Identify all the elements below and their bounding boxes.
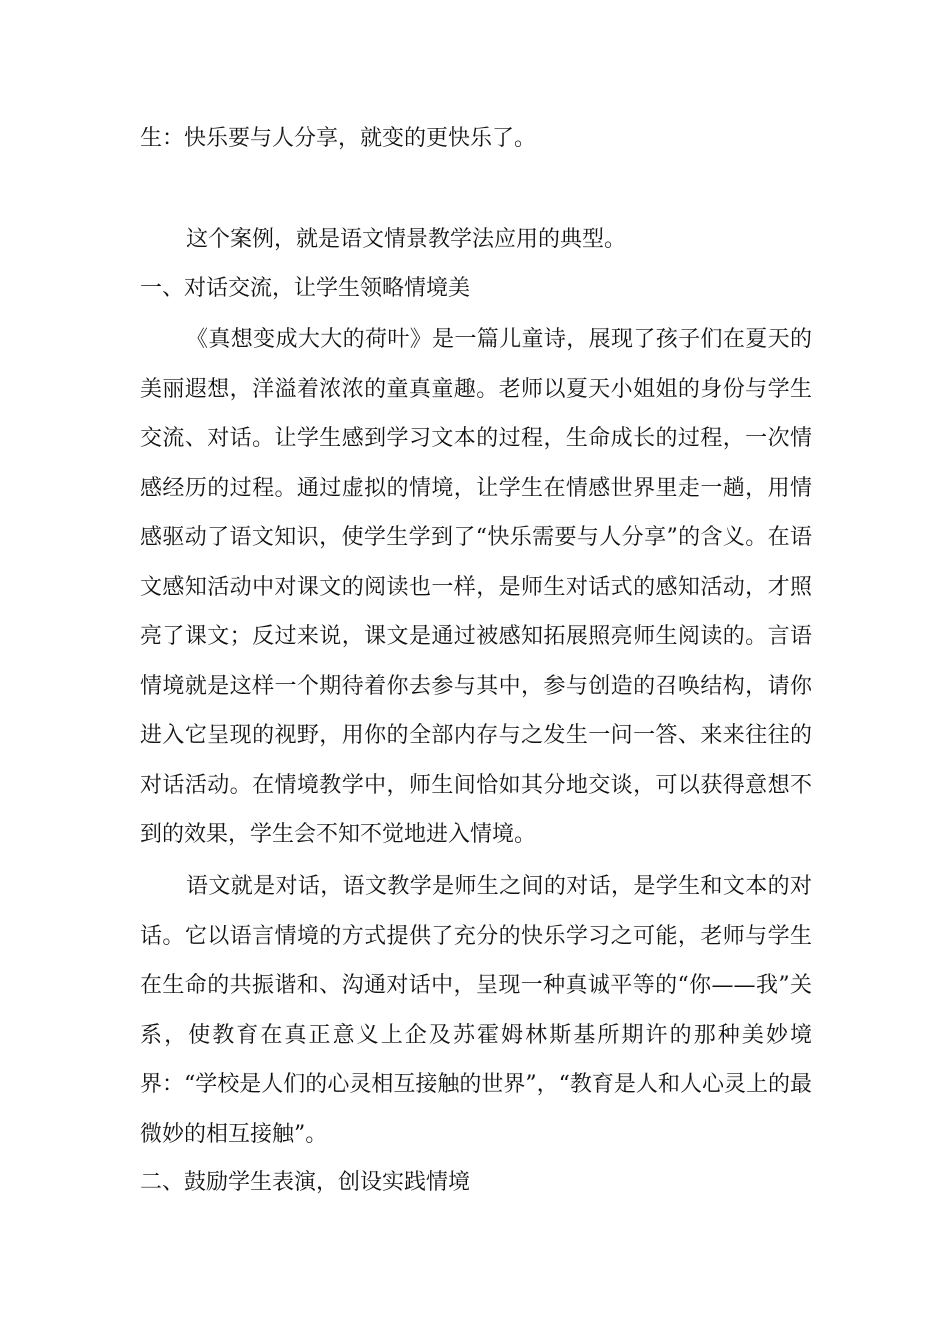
section-heading-1: 一、对话交流，让学生领略情境美 <box>140 276 471 301</box>
case-summary-line: 这个案例，就是语文情景教学法应用的典型。 <box>186 227 627 252</box>
section-heading-2: 二、鼓励学生表演，创设实践情境 <box>140 1170 471 1195</box>
dialogue-line: 生：快乐要与人分享，就变的更快乐了。 <box>140 126 537 151</box>
paragraph-dialogue-exchange: 《真想变成大大的荷叶》是一篇儿童诗，展现了孩子们在夏天的美丽遐想，洋溢着浓浓的童真童趣。老师以夏天小姐姐的身份与学生交流、对话。让学生感到学习文本的过程，生命成长的过程，一次情感经历的过程。通过虚拟的情境，让学生在情感世界里走一趟，用情感驱动了语文知识，使学生学到了“快乐需要与人分享”的含义。在语文感知活动中对课文的阅读也一样，是师生对话式的感知活动，才照亮了课文；反过来说，课文是通过被感知拓展照亮师生阅读的。言语情境就是这样一个期待着你去参与其中，参与创造的召唤结构，请你进入它呈现的视野，用你的全部内存与之发生一问一答、来来往往的对话活动。在情境教学中，师生间恰如其分地交谈，可以获得意想不到的效果，学生会不知不觉地进入情境。 <box>140 327 812 847</box>
paragraph-language-dialogue: 语文就是对话，语文教学是师生之间的对话，是学生和文本的对话。它以语言情境的方式提供了充分的快乐学习之可能，老师与学生在生命的共振谐和、沟通对话中，呈现一种真诚平等的“你——我”关系，使教育在真正意义上企及苏霍姆林斯基所期许的那种美妙境界：“学校是人们的心灵相互接触的世界”，“教育是人和人心灵上的最微妙的相互接触”。 <box>140 874 812 1147</box>
